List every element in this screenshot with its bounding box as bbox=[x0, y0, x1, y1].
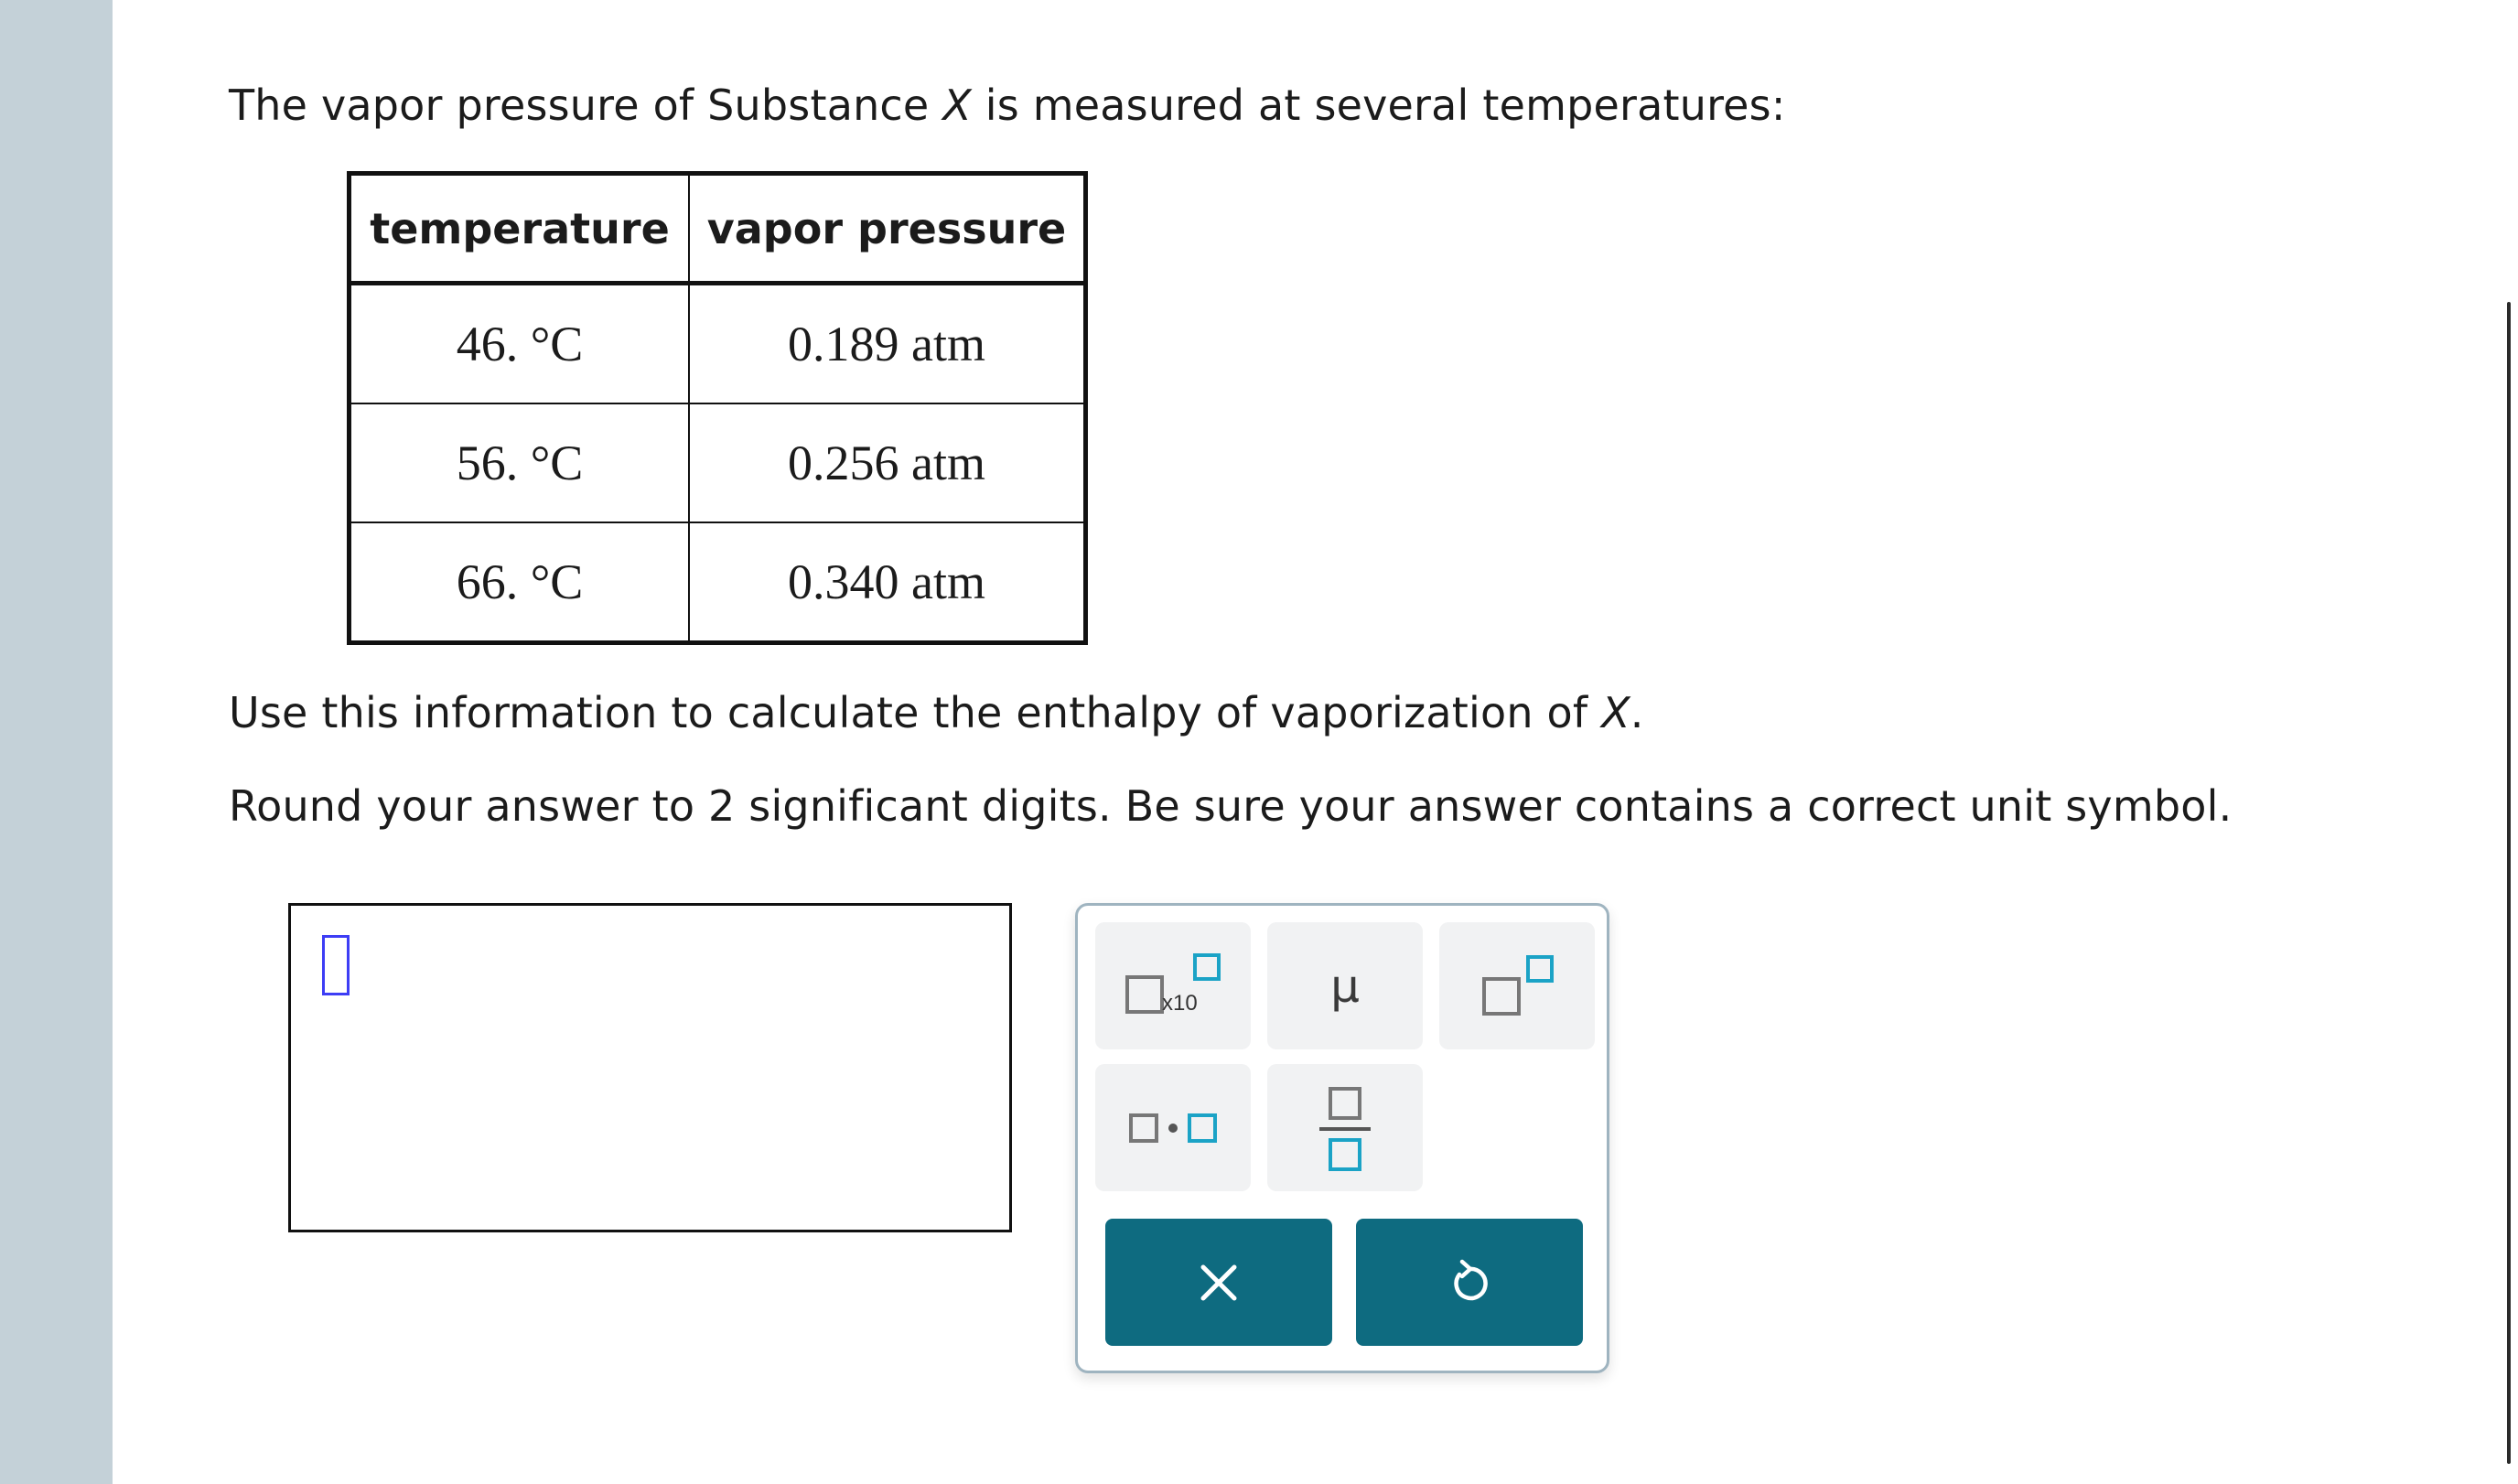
pressure-cell: 0.189 atm bbox=[689, 284, 1086, 404]
substance-symbol: X bbox=[942, 81, 972, 130]
temperature-cell: 46. °C bbox=[456, 317, 584, 371]
micro-button[interactable] bbox=[1267, 922, 1423, 1049]
undo-icon bbox=[1447, 1258, 1492, 1307]
fraction-button[interactable] bbox=[1267, 1064, 1423, 1191]
problem-intro: The vapor pressure of Substance X is measured at several temperatures: bbox=[229, 81, 1786, 130]
substance-symbol: X bbox=[1601, 688, 1630, 737]
pressure-cell: 0.256 atm bbox=[689, 403, 1086, 522]
rounding-instruction: Round your answer to 2 significant digits. Be sure your answer contains a correct unit symbol. bbox=[229, 781, 2233, 831]
left-rail bbox=[0, 0, 113, 1484]
fraction-icon bbox=[1308, 1078, 1382, 1178]
micro-symbol-icon: μ bbox=[1330, 959, 1360, 1013]
sci-label: x10 bbox=[1162, 990, 1198, 1016]
undo-button[interactable] bbox=[1356, 1219, 1583, 1346]
answer-input[interactable] bbox=[288, 903, 1012, 1232]
table-header-row bbox=[350, 174, 1086, 284]
table-row bbox=[350, 522, 1086, 643]
multiply-dot-button[interactable] bbox=[1095, 1064, 1251, 1191]
temperature-cell: 66. °C bbox=[350, 522, 690, 643]
superscript-icon bbox=[1471, 950, 1563, 1023]
pressure-cell: 0.340 atm bbox=[689, 522, 1086, 643]
table-row bbox=[350, 284, 1086, 404]
header-vapor-pressure: vapor pressure bbox=[689, 174, 1086, 284]
vapor-pressure-table bbox=[347, 171, 1088, 645]
math-keypad bbox=[1075, 903, 1609, 1373]
clear-button[interactable] bbox=[1105, 1219, 1332, 1346]
superscript-button[interactable] bbox=[1439, 922, 1595, 1049]
header-temperature: temperature bbox=[350, 174, 690, 284]
clear-icon bbox=[1196, 1260, 1242, 1306]
multiply-dot-icon bbox=[1118, 1101, 1228, 1156]
scrollbar[interactable] bbox=[2507, 302, 2511, 1464]
scientific-notation-button[interactable] bbox=[1095, 922, 1251, 1049]
scientific-notation-icon bbox=[1118, 950, 1228, 1023]
table-row bbox=[350, 403, 1086, 522]
cursor-placeholder bbox=[322, 935, 350, 995]
problem-question: Use this information to calculate the enthalpy of vaporization of X. bbox=[229, 688, 1644, 737]
temperature-cell: 56. °C bbox=[350, 403, 690, 522]
